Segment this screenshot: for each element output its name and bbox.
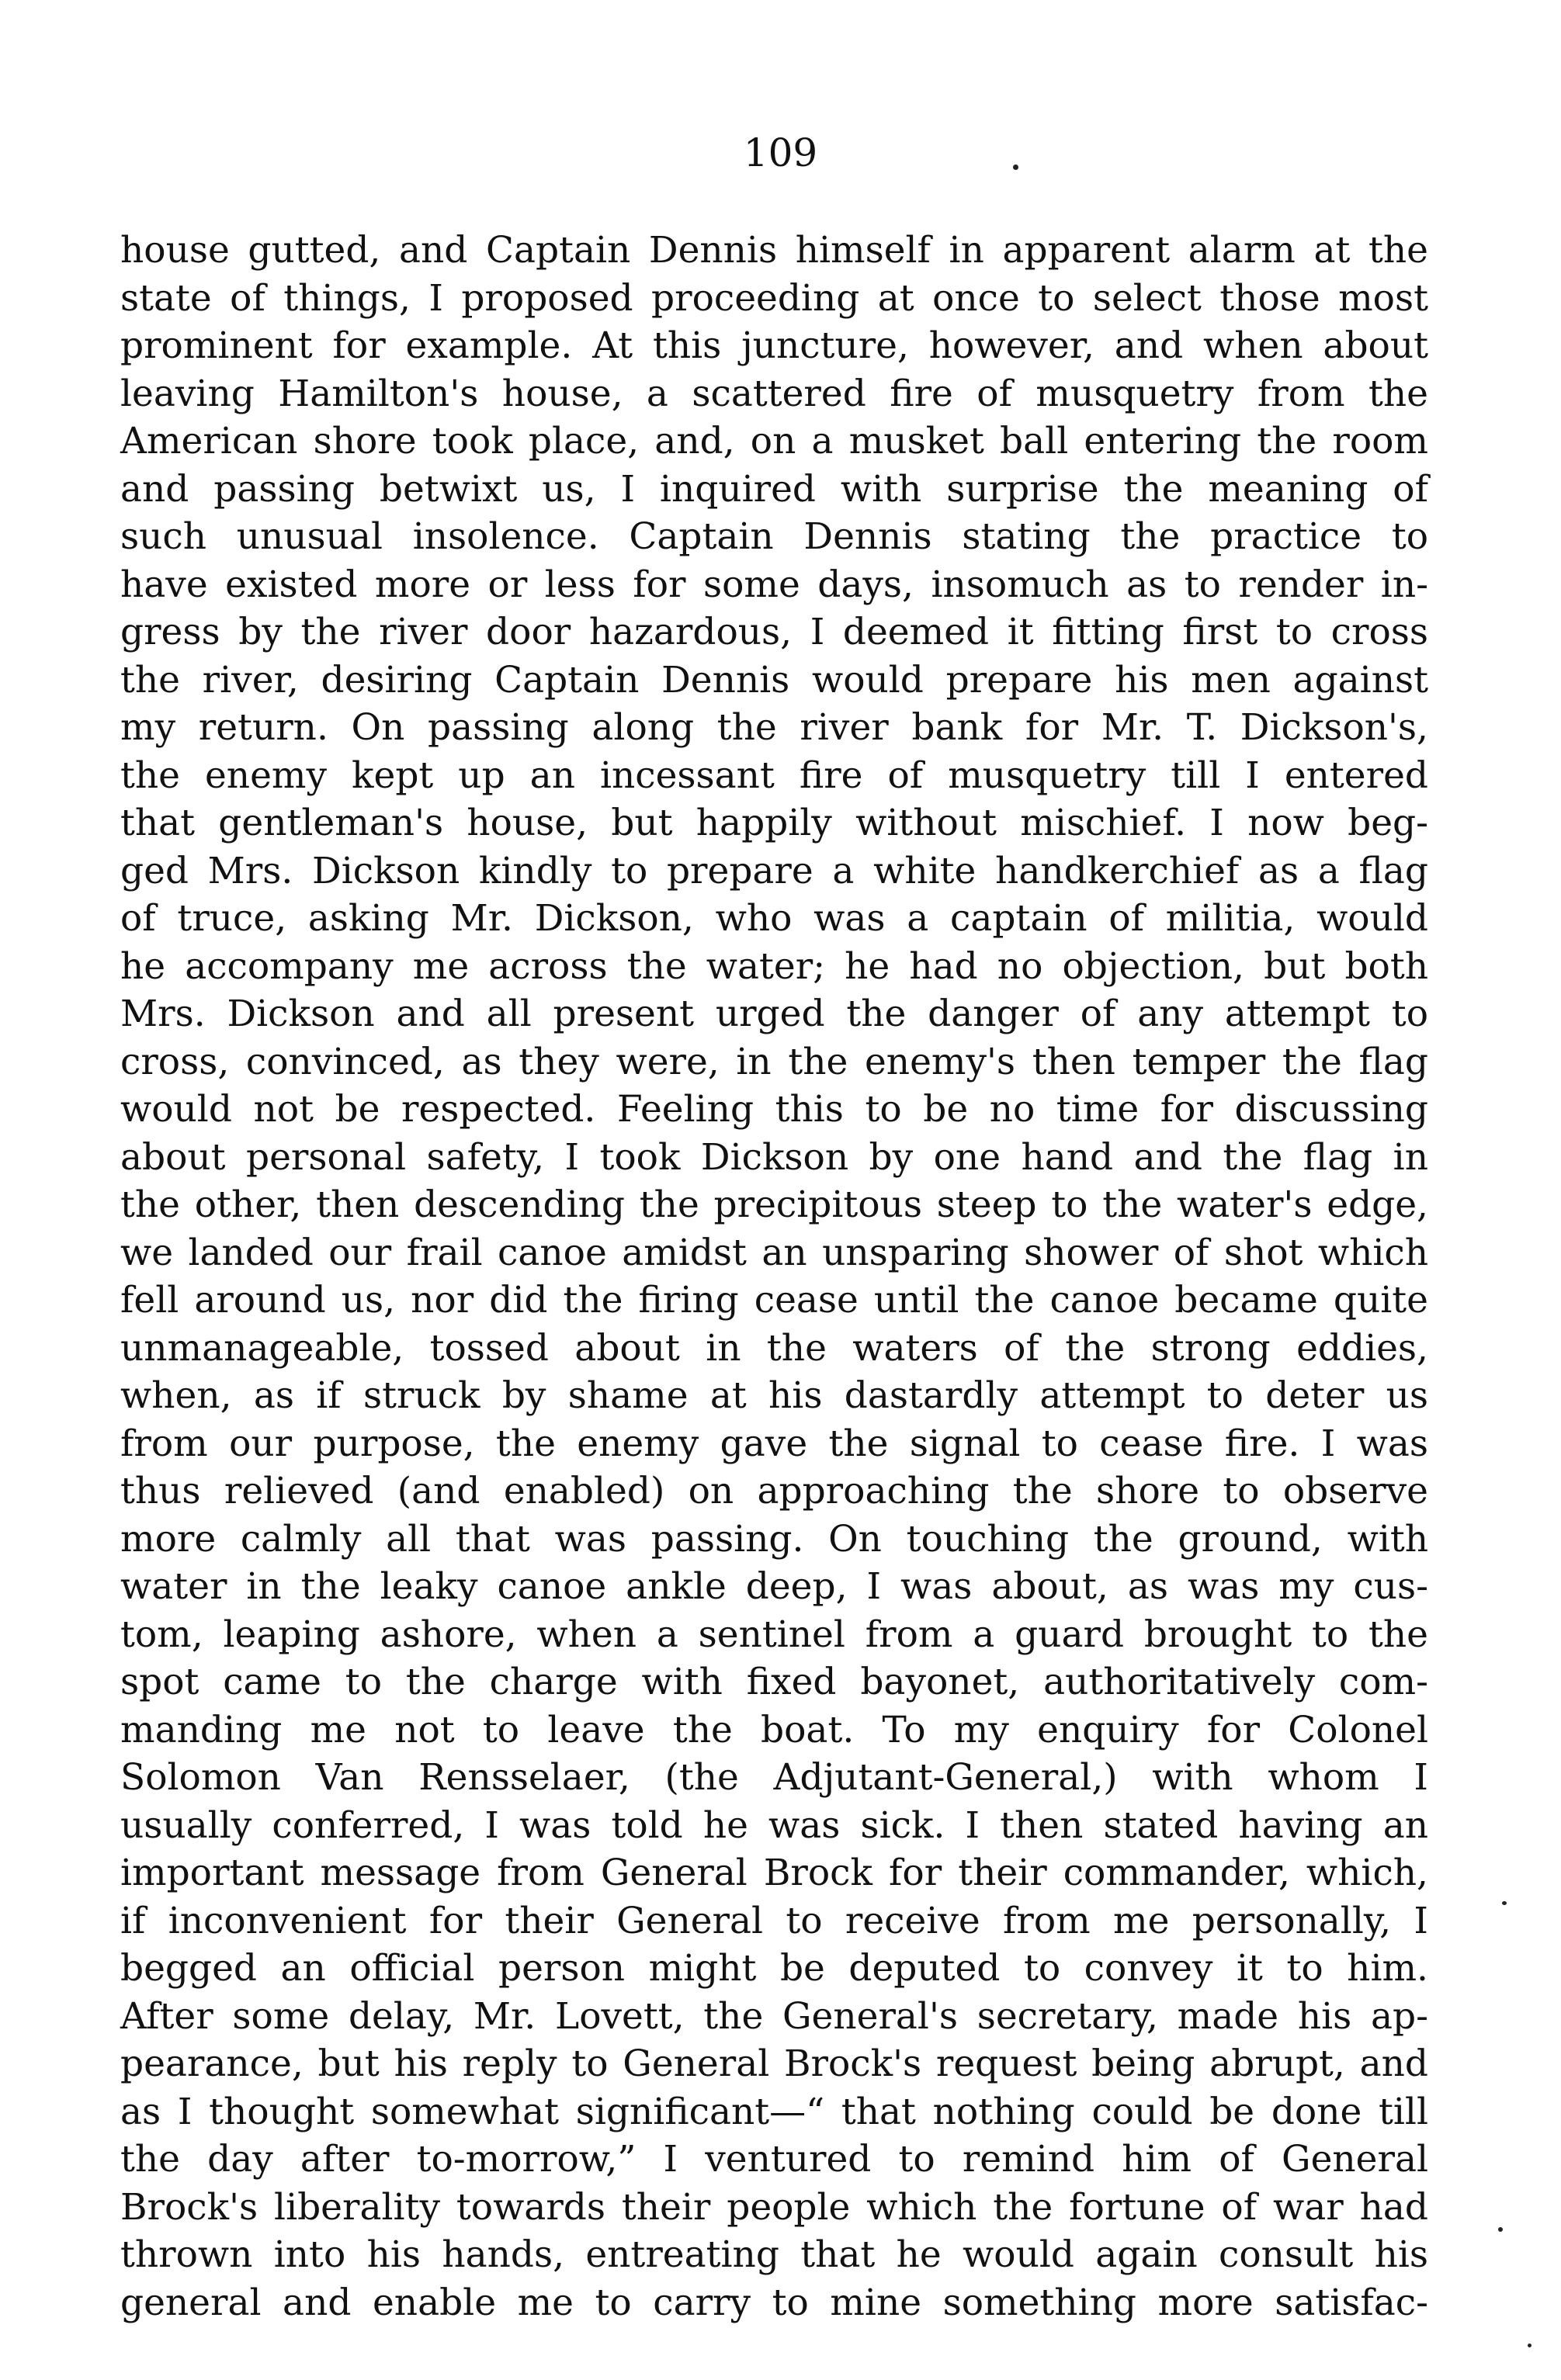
- text-line: thrown into his hands, entreating that he would again consult his: [120, 2233, 1428, 2276]
- text-line: house gutted, and Captain Dennis himself in apparent alarm at the: [120, 229, 1428, 272]
- text-line: American shore took place, and, on a musket ball entering the room: [120, 420, 1428, 462]
- scan-speck: [1528, 2344, 1532, 2347]
- text-line: begged an official person might be deputed to convey it to him.: [120, 1947, 1428, 1990]
- text-line: he accompany me across the water; he had no objection, but both: [120, 944, 1428, 988]
- text-line: cross, convinced, as they were, in the enemy's then temper the flag: [120, 1040, 1428, 1083]
- text-line: usually conferred, I was told he was sick. I then stated having an: [120, 1803, 1428, 1847]
- text-line: the enemy kept up an incessant fire of musquetry till I entered: [120, 753, 1428, 797]
- text-line: we landed our frail canoe amidst an unsparing shower of shot which: [120, 1231, 1428, 1274]
- text-line: manding me not to leave the boat. To my enquiry for Colonel: [120, 1708, 1428, 1751]
- text-line: ged Mrs. Dickson kindly to prepare a white handkerchief as a flag: [120, 849, 1428, 892]
- text-line: tom, leaping ashore, when a sentinel from a guard brought to the: [120, 1613, 1428, 1656]
- text-line: pearance, but his reply to General Brock's request being abrupt, and: [120, 2042, 1428, 2085]
- text-line: have existed more or less for some days, insomuch as to render in-: [120, 563, 1428, 606]
- text-line: about personal safety, I took Dickson by one hand and the flag in: [120, 1135, 1428, 1179]
- text-line: spot came to the charge with fixed bayonet, authoritatively com-: [120, 1661, 1428, 1703]
- text-line: more calmly all that was passing. On touching the ground, with: [120, 1517, 1428, 1561]
- text-line: and passing betwixt us, I inquired with surprise the meaning of: [120, 467, 1428, 511]
- text-line: gress by the river door hazardous, I deemed it fitting first to cross: [120, 611, 1428, 653]
- text-line: leaving Hamilton's house, a scattered fire of musquetry from the: [120, 372, 1428, 415]
- text-line: the river, desiring Captain Dennis would prepare his men against: [120, 658, 1428, 702]
- text-line: fell around us, nor did the firing cease until the canoe became quite: [120, 1279, 1428, 1322]
- text-line: from our purpose, the enemy gave the signal to cease fire. I was: [120, 1422, 1428, 1465]
- text-line: the other, then descending the precipitous steep to the water's edge,: [120, 1183, 1428, 1226]
- text-line: as I thought somewhat significant—“ that nothing could be done till: [120, 2090, 1428, 2133]
- text-line: the day after to-morrow,” I ventured to remind him of General: [120, 2138, 1428, 2181]
- text-line: Mrs. Dickson and all present urged the danger of any attempt to: [120, 993, 1428, 1035]
- text-line: general and enable me to carry to mine something more satisfac-: [120, 2281, 1428, 2324]
- text-line: water in the leaky canoe ankle deep, I was about, as was my cus-: [120, 1565, 1428, 1608]
- text-line: when, as if struck by shame at his dastardly attempt to deter us: [120, 1374, 1428, 1417]
- page-number: 109: [743, 130, 818, 175]
- scan-speck: [1498, 2227, 1503, 2232]
- text-line: After some delay, Mr. Lovett, the General's secretary, made his ap-: [120, 1994, 1428, 2038]
- text-line: important message from General Brock for their commander, which,: [120, 1852, 1428, 1894]
- scan-speck: [1013, 165, 1018, 170]
- text-line: such unusual insolence. Captain Dennis stating the practice to: [120, 515, 1428, 558]
- scan-speck: [1502, 1901, 1507, 1905]
- text-line: that gentleman's house, but happily without mischief. I now beg-: [120, 802, 1428, 844]
- text-line: if inconvenient for their General to receive from me personally, I: [120, 1899, 1428, 1942]
- text-line: Brock's liberality towards their people which the fortune of war had: [120, 2185, 1428, 2229]
- text-line: Solomon Van Rensselaer, (the Adjutant-General,) with whom I: [120, 1756, 1428, 1799]
- text-line: of truce, asking Mr. Dickson, who was a captain of militia, would: [120, 897, 1428, 940]
- text-line: thus relieved (and enabled) on approaching the shore to observe: [120, 1470, 1428, 1512]
- text-line: prominent for example. At this juncture, however, and when about: [120, 324, 1428, 367]
- text-line: state of things, I proposed proceeding at once to select those most: [120, 276, 1428, 320]
- text-line: my return. On passing along the river bank for Mr. T. Dickson's,: [120, 706, 1428, 749]
- text-line: unmanageable, tossed about in the waters of the strong eddies,: [120, 1326, 1428, 1370]
- body-text: [120, 227, 1428, 2326]
- text-line: would not be respected. Feeling this to be no time for discussing: [120, 1088, 1428, 1131]
